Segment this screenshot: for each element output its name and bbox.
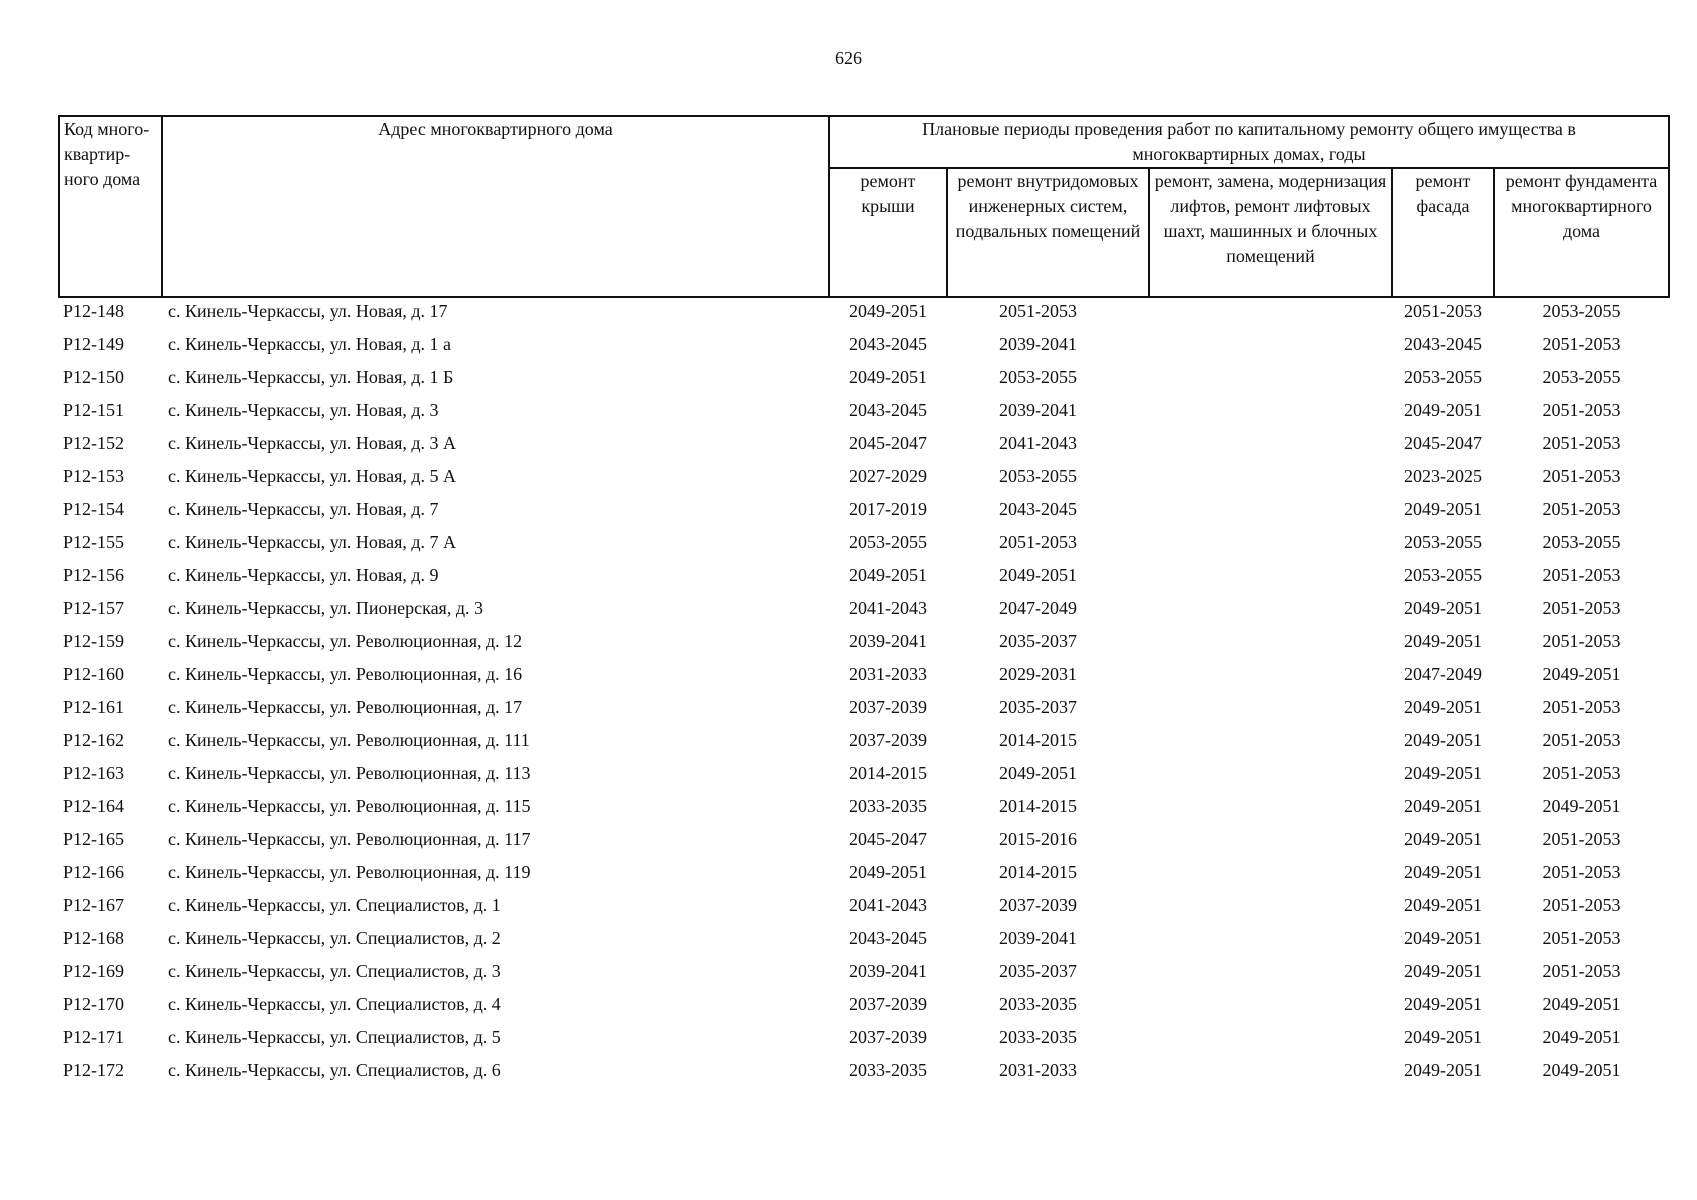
cell-code: Р12-152: [63, 433, 125, 453]
cell-roof: 2043-2045: [849, 334, 927, 354]
cell-lift: [1149, 497, 1392, 530]
table-row: [59, 629, 1669, 662]
cell-address: с. Кинель-Черкассы, ул. Революционная, д. 111: [168, 730, 530, 750]
cell-roof: 2027-2029: [849, 466, 927, 486]
cell-facade: 2049-2051: [1404, 598, 1482, 618]
cell-engineering: 2031-2033: [999, 1060, 1077, 1080]
cell-engineering: 2035-2037: [999, 961, 1077, 981]
cell-roof: 2049-2051: [849, 301, 927, 321]
cell-engineering: 2051-2053: [999, 532, 1077, 552]
cell-roof: 2045-2047: [849, 829, 927, 849]
cell-roof: 2053-2055: [849, 532, 927, 552]
cell-lift: [1149, 959, 1392, 992]
header-planned-periods: Плановые периоды проведения работ по капитальному ремонту общего имущества в многоквартирных домах, годы: [829, 116, 1669, 168]
cell-lift: [1149, 761, 1392, 794]
cell-address: с. Кинель-Черкассы, ул. Революционная, д. 113: [168, 763, 531, 783]
cell-engineering: 2051-2053: [999, 301, 1077, 321]
cell-roof: 2045-2047: [849, 433, 927, 453]
cell-code: Р12-172: [63, 1060, 125, 1080]
cell-address: с. Кинель-Черкассы, ул. Специалистов, д. 2: [168, 928, 501, 948]
cell-facade: 2049-2051: [1404, 961, 1482, 981]
cell-facade: 2049-2051: [1404, 862, 1482, 882]
cell-lift: [1149, 563, 1392, 596]
cell-code: Р12-149: [63, 334, 125, 354]
cell-code: Р12-164: [63, 796, 125, 816]
cell-lift: [1149, 662, 1392, 695]
cell-facade: 2049-2051: [1404, 928, 1482, 948]
cell-address: с. Кинель-Черкассы, ул. Новая, д. 7: [168, 499, 439, 519]
cell-code: Р12-155: [63, 532, 125, 552]
cell-code: Р12-161: [63, 697, 125, 717]
cell-code: Р12-156: [63, 565, 125, 585]
cell-engineering: 2039-2041: [999, 400, 1077, 420]
cell-roof: 2033-2035: [849, 796, 927, 816]
cell-facade: 2049-2051: [1404, 829, 1482, 849]
cell-engineering: 2014-2015: [999, 730, 1077, 750]
repair-schedule-table: [58, 115, 1670, 1091]
cell-foundation: 2049-2051: [1542, 994, 1621, 1014]
header-code: Код много-квартир-ного дома: [59, 116, 162, 297]
cell-foundation: 2049-2051: [1542, 1060, 1621, 1080]
cell-engineering: 2035-2037: [999, 697, 1077, 717]
cell-roof: 2037-2039: [849, 697, 927, 717]
cell-facade: 2051-2053: [1404, 301, 1482, 321]
cell-roof: 2043-2045: [849, 400, 927, 420]
cell-foundation: 2051-2053: [1542, 763, 1621, 783]
cell-code: Р12-154: [63, 499, 125, 519]
cell-code: Р12-165: [63, 829, 125, 849]
cell-address: с. Кинель-Черкассы, ул. Революционная, д. 115: [168, 796, 531, 816]
table-row: [59, 1025, 1669, 1058]
cell-roof: 2049-2051: [849, 862, 927, 882]
cell-address: с. Кинель-Черкассы, ул. Новая, д. 1 Б: [168, 367, 454, 387]
table-row: [59, 497, 1669, 530]
table-row: [59, 332, 1669, 365]
table-row: [59, 596, 1669, 629]
cell-lift: [1149, 926, 1392, 959]
page-number: 626: [835, 48, 862, 68]
header-roof: ремонт крыши: [829, 168, 947, 297]
cell-foundation: 2051-2053: [1542, 598, 1621, 618]
cell-engineering: 2039-2041: [999, 334, 1077, 354]
cell-engineering: 2043-2045: [999, 499, 1077, 519]
header-lift: ремонт, замена, модернизация лифтов, ремонт лифтовых шахт, машинных и блочных помещений: [1149, 168, 1392, 297]
cell-code: Р12-167: [63, 895, 125, 915]
cell-code: Р12-148: [63, 301, 125, 321]
cell-lift: [1149, 695, 1392, 728]
cell-facade: 2053-2055: [1404, 367, 1482, 387]
cell-foundation: 2053-2055: [1542, 367, 1621, 387]
table-row: [59, 530, 1669, 563]
table-row: [59, 728, 1669, 761]
cell-engineering: 2015-2016: [999, 829, 1077, 849]
cell-engineering: 2047-2049: [999, 598, 1077, 618]
table-row: [59, 992, 1669, 1025]
cell-code: Р12-170: [63, 994, 125, 1014]
cell-engineering: 2033-2035: [999, 1027, 1077, 1047]
cell-facade: 2049-2051: [1404, 400, 1482, 420]
cell-lift: [1149, 530, 1392, 563]
cell-lift: [1149, 827, 1392, 860]
cell-address: с. Кинель-Черкассы, ул. Специалистов, д. 4: [168, 994, 501, 1014]
table-row: [59, 662, 1669, 695]
cell-code: Р12-151: [63, 400, 125, 420]
cell-address: с. Кинель-Черкассы, ул. Революционная, д. 119: [168, 862, 531, 882]
cell-address: с. Кинель-Черкассы, ул. Революционная, д. 16: [168, 664, 523, 684]
table-row: [59, 959, 1669, 992]
table-row: [59, 926, 1669, 959]
cell-address: с. Кинель-Черкассы, ул. Новая, д. 7 А: [168, 532, 457, 552]
cell-foundation: 2051-2053: [1542, 400, 1621, 420]
cell-facade: 2023-2025: [1404, 466, 1482, 486]
cell-engineering: 2014-2015: [999, 796, 1077, 816]
cell-lift: [1149, 398, 1392, 431]
cell-engineering: 2033-2035: [999, 994, 1077, 1014]
cell-lift: [1149, 464, 1392, 497]
cell-facade: 2053-2055: [1404, 565, 1482, 585]
table-row: [59, 398, 1669, 431]
cell-code: Р12-171: [63, 1027, 125, 1047]
cell-lift: [1149, 893, 1392, 926]
cell-engineering: 2029-2031: [999, 664, 1077, 684]
cell-code: Р12-159: [63, 631, 125, 651]
cell-lift: [1149, 297, 1392, 332]
cell-address: с. Кинель-Черкассы, ул. Революционная, д. 12: [168, 631, 523, 651]
cell-engineering: 2035-2037: [999, 631, 1077, 651]
cell-foundation: 2051-2053: [1542, 961, 1621, 981]
cell-roof: 2041-2043: [849, 895, 927, 915]
cell-foundation: 2051-2053: [1542, 895, 1621, 915]
cell-facade: 2049-2051: [1404, 763, 1482, 783]
cell-lift: [1149, 860, 1392, 893]
cell-lift: [1149, 1058, 1392, 1091]
cell-foundation: 2051-2053: [1542, 697, 1621, 717]
table-header: [59, 116, 1669, 297]
cell-foundation: 2049-2051: [1542, 1027, 1621, 1047]
cell-roof: 2017-2019: [849, 499, 927, 519]
cell-lift: [1149, 596, 1392, 629]
cell-address: с. Кинель-Черкассы, ул. Специалистов, д. 6: [168, 1060, 501, 1080]
cell-roof: 2033-2035: [849, 1060, 927, 1080]
cell-address: с. Кинель-Черкассы, ул. Специалистов, д. 1: [168, 895, 501, 915]
cell-address: с. Кинель-Черкассы, ул. Новая, д. 17: [168, 301, 448, 321]
cell-roof: 2043-2045: [849, 928, 927, 948]
cell-address: с. Кинель-Черкассы, ул. Новая, д. 3: [168, 400, 439, 420]
table-row: [59, 1058, 1669, 1091]
cell-foundation: 2051-2053: [1542, 499, 1621, 519]
cell-roof: 2037-2039: [849, 730, 927, 750]
cell-engineering: 2053-2055: [999, 466, 1077, 486]
cell-address: с. Кинель-Черкассы, ул. Революционная, д. 17: [168, 697, 523, 717]
cell-facade: 2049-2051: [1404, 730, 1482, 750]
cell-address: с. Кинель-Черкассы, ул. Новая, д. 9: [168, 565, 439, 585]
cell-facade: 2043-2045: [1404, 334, 1482, 354]
cell-foundation: 2051-2053: [1542, 334, 1621, 354]
table-row: [59, 297, 1669, 332]
cell-lift: [1149, 992, 1392, 1025]
table-row: [59, 827, 1669, 860]
cell-facade: 2045-2047: [1404, 433, 1482, 453]
cell-lift: [1149, 332, 1392, 365]
cell-foundation: 2049-2051: [1542, 664, 1621, 684]
cell-address: с. Кинель-Черкассы, ул. Специалистов, д. 3: [168, 961, 501, 981]
cell-foundation: 2051-2053: [1542, 466, 1621, 486]
cell-roof: 2041-2043: [849, 598, 927, 618]
cell-facade: 2047-2049: [1404, 664, 1482, 684]
table-row: [59, 464, 1669, 497]
cell-foundation: 2051-2053: [1542, 928, 1621, 948]
cell-code: Р12-166: [63, 862, 125, 882]
cell-roof: 2039-2041: [849, 961, 927, 981]
cell-roof: 2031-2033: [849, 664, 927, 684]
table-row: [59, 365, 1669, 398]
table-row: [59, 563, 1669, 596]
cell-foundation: 2051-2053: [1542, 631, 1621, 651]
cell-facade: 2049-2051: [1404, 994, 1482, 1014]
cell-address: с. Кинель-Черкассы, ул. Новая, д. 5 А: [168, 466, 457, 486]
cell-foundation: 2051-2053: [1542, 829, 1621, 849]
cell-foundation: 2049-2051: [1542, 796, 1621, 816]
cell-code: Р12-168: [63, 928, 125, 948]
cell-foundation: 2051-2053: [1542, 433, 1621, 453]
table-body: [59, 297, 1669, 1091]
cell-lift: [1149, 365, 1392, 398]
cell-lift: [1149, 794, 1392, 827]
cell-foundation: 2053-2055: [1542, 301, 1621, 321]
header-engineering: ремонт внутридомовых инженерных систем, подвальных помещений: [947, 168, 1149, 297]
cell-facade: 2049-2051: [1404, 631, 1482, 651]
cell-engineering: 2049-2051: [999, 565, 1077, 585]
cell-facade: 2049-2051: [1404, 796, 1482, 816]
cell-lift: [1149, 728, 1392, 761]
cell-code: Р12-153: [63, 466, 125, 486]
cell-address: с. Кинель-Черкассы, ул. Новая, д. 1 а: [168, 334, 452, 354]
cell-roof: 2037-2039: [849, 994, 927, 1014]
cell-facade: 2049-2051: [1404, 895, 1482, 915]
header-facade: ремонт фасада: [1392, 168, 1494, 297]
cell-address: с. Кинель-Черкассы, ул. Новая, д. 3 А: [168, 433, 457, 453]
cell-address: с. Кинель-Черкассы, ул. Специалистов, д. 5: [168, 1027, 501, 1047]
cell-engineering: 2039-2041: [999, 928, 1077, 948]
cell-code: Р12-160: [63, 664, 125, 684]
cell-facade: 2053-2055: [1404, 532, 1482, 552]
table-row: [59, 761, 1669, 794]
cell-code: Р12-163: [63, 763, 125, 783]
header-foundation: ремонт фундамента многоквартирного дома: [1494, 168, 1669, 297]
cell-engineering: 2053-2055: [999, 367, 1077, 387]
cell-foundation: 2051-2053: [1542, 862, 1621, 882]
cell-lift: [1149, 1025, 1392, 1058]
cell-engineering: 2041-2043: [999, 433, 1077, 453]
cell-foundation: 2051-2053: [1542, 730, 1621, 750]
cell-code: Р12-150: [63, 367, 125, 387]
table-row: [59, 860, 1669, 893]
header-address: Адрес многоквартирного дома: [162, 116, 829, 297]
cell-roof: 2037-2039: [849, 1027, 927, 1047]
cell-roof: 2049-2051: [849, 565, 927, 585]
cell-address: с. Кинель-Черкассы, ул. Пионерская, д. 3: [168, 598, 483, 618]
cell-engineering: 2037-2039: [999, 895, 1077, 915]
cell-code: Р12-157: [63, 598, 125, 618]
cell-lift: [1149, 629, 1392, 662]
table-row: [59, 695, 1669, 728]
cell-lift: [1149, 431, 1392, 464]
cell-engineering: 2014-2015: [999, 862, 1077, 882]
cell-foundation: 2051-2053: [1542, 565, 1621, 585]
cell-roof: 2014-2015: [849, 763, 927, 783]
cell-facade: 2049-2051: [1404, 1027, 1482, 1047]
cell-roof: 2039-2041: [849, 631, 927, 651]
cell-foundation: 2053-2055: [1542, 532, 1621, 552]
cell-engineering: 2049-2051: [999, 763, 1077, 783]
table-row: [59, 794, 1669, 827]
cell-facade: 2049-2051: [1404, 697, 1482, 717]
cell-code: Р12-162: [63, 730, 125, 750]
table-row: [59, 893, 1669, 926]
cell-facade: 2049-2051: [1404, 499, 1482, 519]
cell-roof: 2049-2051: [849, 367, 927, 387]
cell-code: Р12-169: [63, 961, 125, 981]
cell-facade: 2049-2051: [1404, 1060, 1482, 1080]
table-row: [59, 431, 1669, 464]
cell-address: с. Кинель-Черкассы, ул. Революционная, д. 117: [168, 829, 531, 849]
